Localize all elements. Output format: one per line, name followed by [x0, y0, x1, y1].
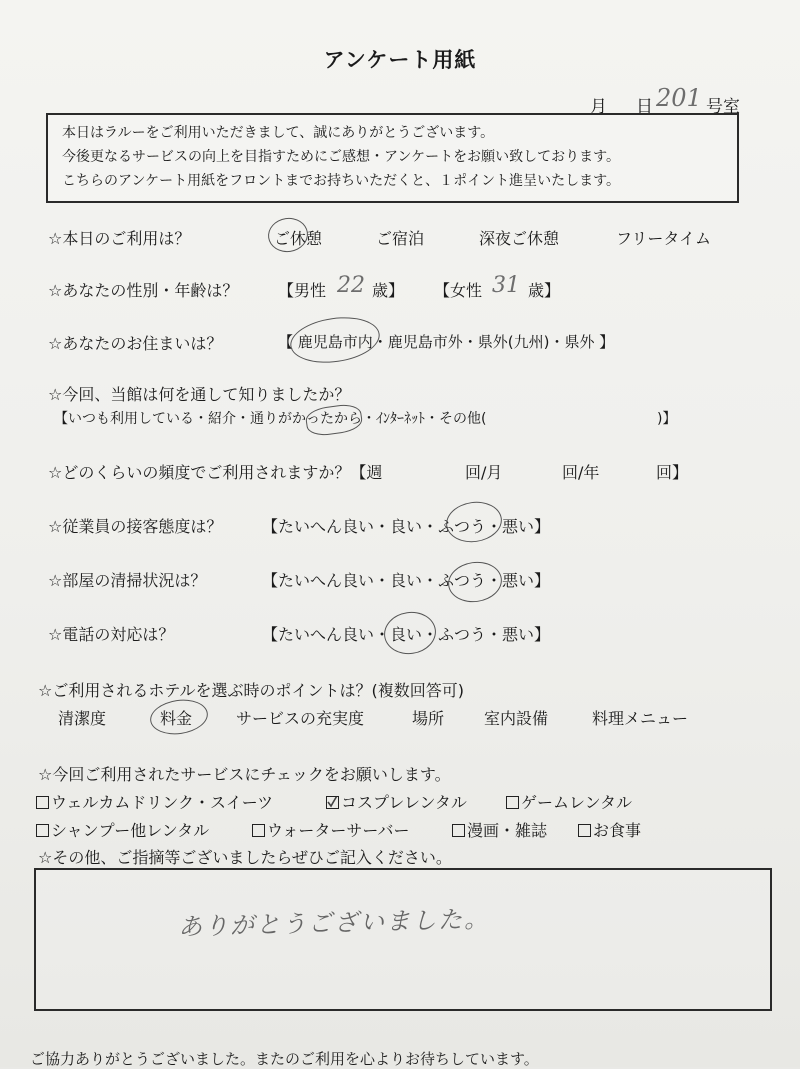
- q5-per-month[interactable]: 回/月: [465, 463, 503, 482]
- q9-option-service[interactable]: サービスの充実度: [236, 709, 365, 728]
- q2-female-age-handwritten[interactable]: 31: [492, 273, 520, 298]
- service-label: ウォーターサーバー: [267, 821, 410, 840]
- day-label: 日: [636, 97, 653, 117]
- q7-question: ☆部屋の清掃状況は？: [48, 571, 207, 590]
- q2-male-age-handwritten[interactable]: 22: [337, 273, 365, 298]
- service-label: ゲームレンタル: [521, 793, 632, 812]
- checkbox-icon[interactable]: [578, 824, 591, 837]
- q1-option-free-time[interactable]: フリータイム: [616, 229, 712, 248]
- checkbox-icon[interactable]: [36, 796, 49, 809]
- q2-male-label: 【男性: [278, 281, 327, 300]
- q9-option-price[interactable]: 料金: [160, 709, 193, 728]
- q2-female-suffix: 歳】: [528, 281, 561, 300]
- q7-options[interactable]: 【たいへん良い・良い・ふつう・悪い】: [262, 571, 551, 590]
- intro-line-2: 今後更なるサービスの向上を目指すためにご感想・アンケートをお願い致しております。: [62, 149, 621, 165]
- q6-question: ☆従業員の接客態度は？: [48, 517, 223, 536]
- q2-female-label: 【女性: [434, 281, 483, 300]
- q9-question: ☆ご利用されるホテルを選ぶ時のポイントは？(複数回答可): [38, 681, 465, 700]
- q4-options-close: )】: [657, 411, 677, 427]
- q1-option-stay[interactable]: ご宿泊: [376, 229, 425, 248]
- q8-options[interactable]: 【たいへん良い・良い・ふつう・悪い】: [262, 625, 551, 644]
- service-label: 漫画・雑誌: [467, 821, 548, 840]
- q3-question: ☆あなたのお住まいは？: [48, 334, 223, 353]
- q2-male-suffix: 歳】: [372, 281, 405, 300]
- q9-option-cleanliness[interactable]: 清潔度: [58, 709, 107, 728]
- q3-options[interactable]: 【 鹿児島市内・鹿児島市外・県外(九州)・県外 】: [278, 333, 615, 351]
- service-label: ウェルカムドリンク・スイーツ: [51, 793, 274, 812]
- comment-handwritten: ありがとうございました。: [177, 904, 491, 942]
- q9-option-room-equipment[interactable]: 室内設備: [484, 709, 549, 728]
- q1-question: ☆本日のご利用は？: [48, 229, 191, 248]
- q4-options[interactable]: 【いつも利用している・紹介・通りがかったから・ｲﾝﾀｰﾈｯﾄ・その他(: [54, 411, 487, 427]
- q1-option-late-rest[interactable]: 深夜ご休憩: [479, 229, 560, 248]
- month-label: 月: [590, 97, 607, 117]
- service-meal[interactable]: [578, 818, 641, 841]
- checkbox-icon[interactable]: [36, 824, 49, 837]
- service-welcome-drink[interactable]: [36, 790, 273, 813]
- q5-end: 回】: [656, 463, 689, 482]
- checkbox-icon[interactable]: [506, 796, 519, 809]
- service-shampoo-rental[interactable]: [36, 818, 209, 841]
- form-title: アンケート用紙: [323, 48, 477, 72]
- intro-box: [46, 113, 739, 203]
- room-label: 号室: [706, 97, 740, 117]
- checkbox-icon[interactable]: [252, 824, 265, 837]
- q5-question: ☆どのくらいの頻度でご利用されますか？【週: [48, 463, 383, 482]
- q9-option-location[interactable]: 場所: [412, 709, 445, 728]
- service-label: お食事: [593, 821, 642, 840]
- checkbox-icon[interactable]: [452, 824, 465, 837]
- q1-option-rest[interactable]: ご休憩: [274, 229, 323, 248]
- q6-options[interactable]: 【たいへん良い・良い・ふつう・悪い】: [262, 517, 551, 536]
- q4-question: ☆今回、当館は何を通して知りましたか？: [48, 385, 351, 404]
- footer-thanks: ご協力ありがとうございました。またのご利用を心よりお待ちしています。: [30, 1050, 539, 1068]
- service-manga-magazine[interactable]: [452, 818, 547, 841]
- service-label: コスプレレンタル: [341, 793, 467, 812]
- q11-question: ☆その他、ご指摘等ございましたらぜひご記入ください。: [38, 848, 452, 867]
- comment-box[interactable]: [34, 868, 772, 1011]
- q10-question: ☆今回ご利用されたサービスにチェックをお願いします。: [38, 765, 451, 784]
- intro-line-3: こちらのアンケート用紙をフロントまでお持ちいただくと、１ポイント進呈いたします。: [62, 173, 621, 189]
- checked-checkbox-icon[interactable]: [326, 796, 339, 809]
- q2-question: ☆あなたの性別・年齢は？: [48, 281, 239, 300]
- q9-option-food-menu[interactable]: 料理メニュー: [592, 709, 689, 728]
- q5-per-year[interactable]: 回/年: [562, 463, 600, 482]
- service-water-server[interactable]: [252, 818, 410, 841]
- room-number-handwritten: 201: [656, 84, 702, 112]
- intro-line-1: 本日はラルーをご利用いただきまして、誠にありがとうございます。: [62, 125, 495, 141]
- q8-question: ☆電話の対応は？: [48, 625, 175, 644]
- check-mark-icon: [327, 797, 338, 808]
- service-cosplay-rental[interactable]: [326, 790, 467, 813]
- service-label: シャンプー他レンタル: [51, 821, 210, 840]
- service-game-rental[interactable]: [506, 790, 632, 813]
